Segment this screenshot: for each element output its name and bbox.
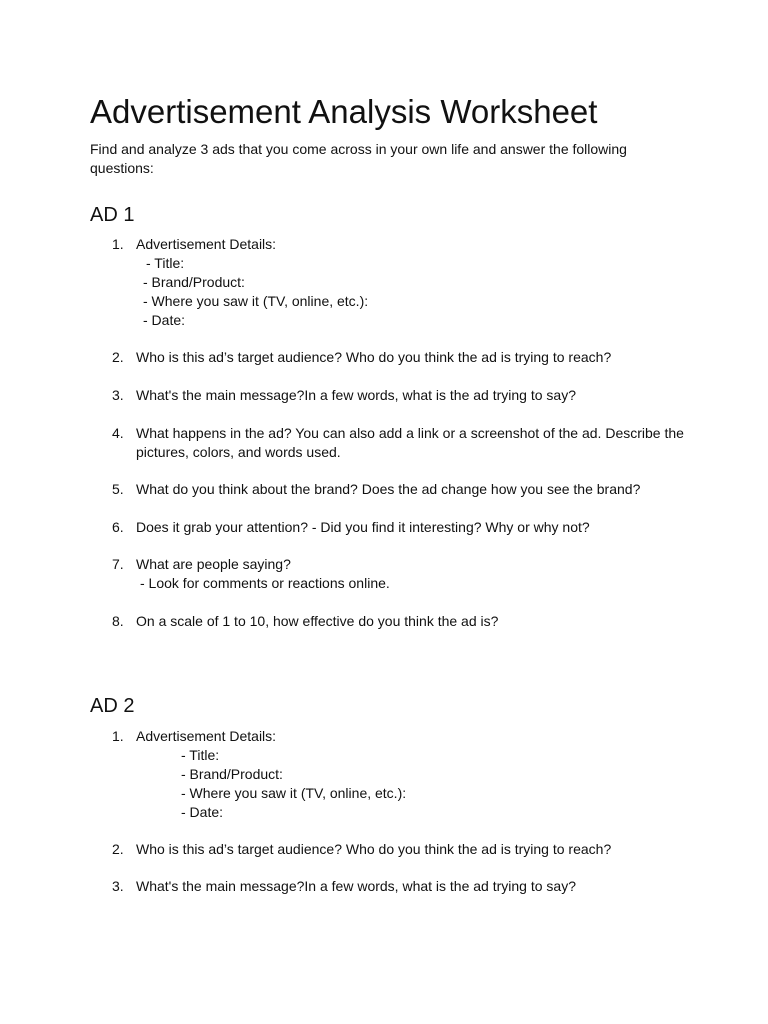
ad2-detail-where: - Where you saw it (TV, online, etc.): <box>181 785 407 801</box>
ad1-detail-where: - Where you saw it (TV, online, etc.): <box>143 293 369 309</box>
ad1-detail-date: - Date: <box>143 312 186 328</box>
question-text: What happens in the ad? You can also add a link or a screenshot of the ad. Describe the pictures, colors, and words used. <box>136 425 684 460</box>
ad1-detail-title: - Title: <box>146 255 185 271</box>
question-number: 8. <box>112 613 124 629</box>
question-number: 1. <box>112 728 124 744</box>
question-number: 2. <box>112 841 124 857</box>
question-text: Who is this ad’s target audience? Who do you think the ad is trying to reach? <box>136 349 612 365</box>
question-number: 4. <box>112 425 124 441</box>
ad1-heading: AD 1 <box>90 204 135 226</box>
question-number: 5. <box>112 481 124 497</box>
question-text: Does it grab your attention? - Did you find it interesting? Why or why not? <box>136 519 590 535</box>
ad1-detail-brand: - Brand/Product: <box>143 274 245 290</box>
question-text: What's the main message?In a few words, what is the ad trying to say? <box>136 387 576 403</box>
page-title: Advertisement Analysis Worksheet <box>90 93 598 130</box>
ad1-question-7-hint: - Look for comments or reactions online. <box>140 575 390 591</box>
question-text: Advertisement Details: <box>136 728 277 744</box>
question-text: What's the main message?In a few words, what is the ad trying to say? <box>136 878 576 894</box>
intro-text: Find and analyze 3 ads that you come across in your own life and answer the following questions: <box>90 141 627 176</box>
question-number: 6. <box>112 519 124 535</box>
question-number: 7. <box>112 556 124 572</box>
question-number: 1. <box>112 236 124 252</box>
question-text: What do you think about the brand? Does the ad change how you see the brand? <box>136 481 641 497</box>
ad2-detail-brand: - Brand/Product: <box>181 766 283 782</box>
question-number: 2. <box>112 349 124 365</box>
question-number: 3. <box>112 387 124 403</box>
question-number: 3. <box>112 878 124 894</box>
question-text: Advertisement Details: <box>136 236 277 252</box>
ad2-heading: AD 2 <box>90 695 135 717</box>
ad2-detail-title: - Title: <box>181 747 220 763</box>
question-text: Who is this ad’s target audience? Who do you think the ad is trying to reach? <box>136 841 612 857</box>
question-text: On a scale of 1 to 10, how effective do you think the ad is? <box>136 613 499 629</box>
ad2-detail-date: - Date: <box>181 804 224 820</box>
question-text: What are people saying? <box>136 556 291 572</box>
